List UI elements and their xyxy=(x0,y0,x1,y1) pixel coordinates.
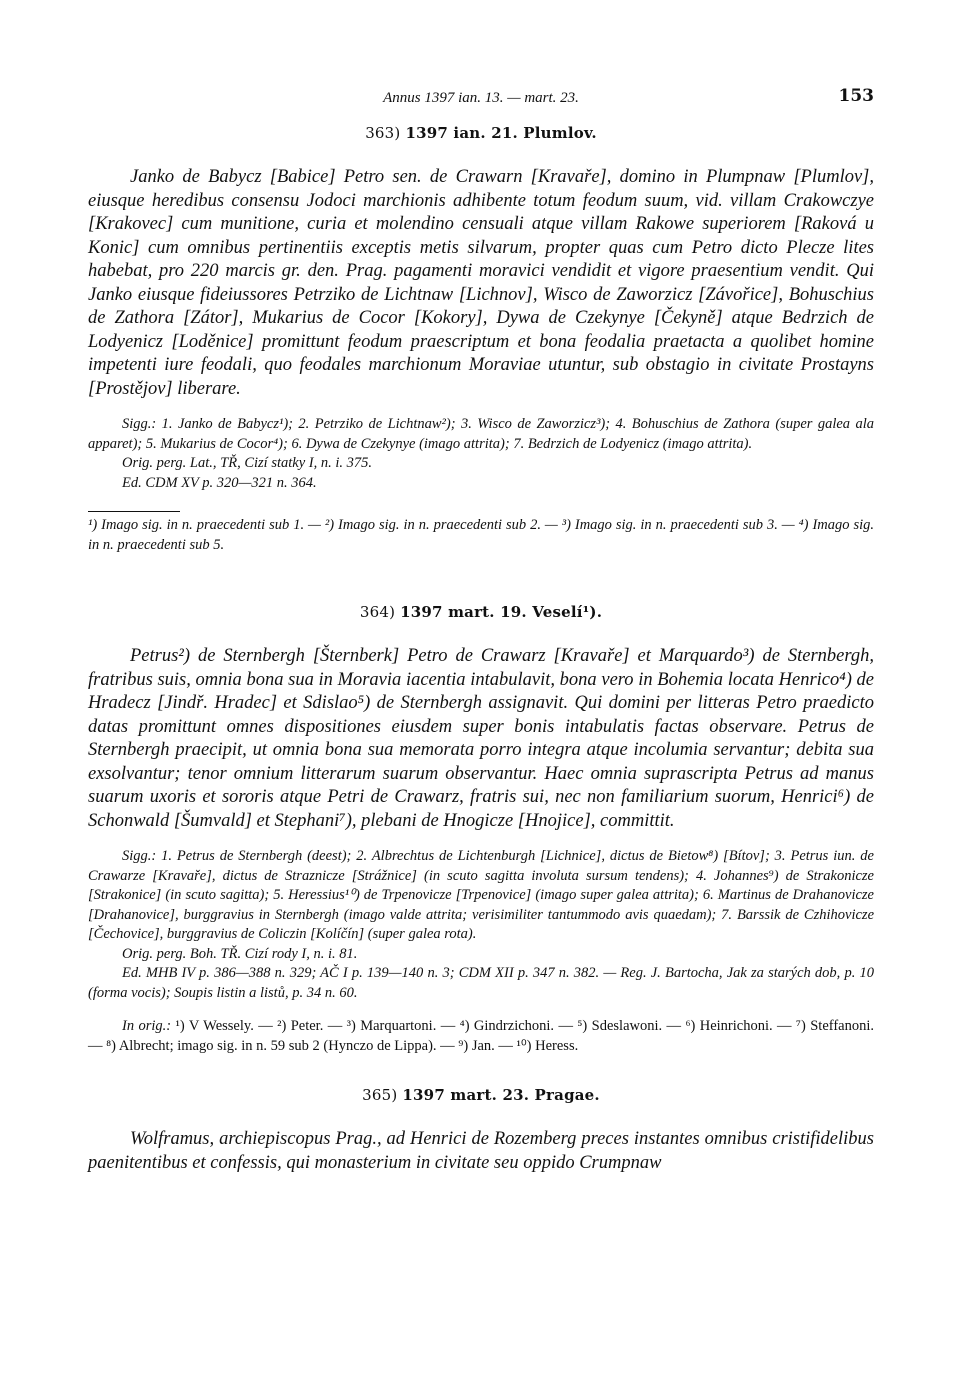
entry-364-footnotes xyxy=(88,1017,874,1056)
in-orig-text: ¹) V Wessely. — ²) Peter. — ³) Marquartoni. — ⁴) Gindrzichoni. — ⁵) Sdeslawoni. — ⁶) Heinrichoni. — ⁷) Steffanoni. — ⁸) Albrecht; imago sig. in n. 59 sub 2 (Hynczo de Lippa). — ⁹) Jan. — ¹⁰) Heress. xyxy=(88,1018,874,1054)
edition-reference: Ed. CDM XV p. 320—321 n. 364. xyxy=(122,474,317,491)
footnote-rule xyxy=(88,511,180,512)
running-title: Annus 1397 ian. 13. — mart. 23. xyxy=(383,90,579,106)
entry-363-regest: Janko de Babycz [Babice] Petro sen. de Crawarn [Kravaře], domino in Plumpnaw [Plumlov], eiusque heredibus consensu Jodoci marchionis adhibente totum feodum suum, vid. villam Crakowczye [Krakovec] cum munitione, curia et molendino censuali atque villam Rakowe superiorem [Raková u Konic] cum omnibus pertinentiis exceptis metis silvarum, propter quas cum Petro dicto Plecze lites habebat, pro 220 marcis gr. den. Prag. pagamenti moravici vendidit et vigore praesentium vendit. Qui Janko eiusque fideiussores Petrziko de Lichtnaw [Lichnov], Wisco de Zaworzicz [Závořice], Bohuschius de Zathora [Zátor], Mukarius de Cocor [Kokory], Dywa de Czekynye [Čekyně] atque Bedrzich de Lodyenicz [Loděnice] promittunt feodum praescriptum et bona feodalia praetacta a quolibet homine impetenti iure feodali, quo feodales marchionum Moraviae utuntur, sub obstagio in civitate Prostayns [Prostějov] liberare. xyxy=(88,167,874,399)
entry-364-apparatus xyxy=(88,847,874,1003)
entry-365-regest: Wolframus, archiepiscopus Prag., ad Henrici de Rozemberg preces instantes omnibus cristifidelibus paenitentibus et confessis, qui monasterium in civitate seu oppido Crumpnaw xyxy=(88,1129,874,1173)
in-orig-label: In orig.: xyxy=(122,1018,172,1034)
entry-363-title xyxy=(88,124,874,142)
seals-description: Sigg.: 1. Janko de Babycz¹); 2. Petrziko de Lichtnaw²); 3. Wisco de Zaworzicz³); 4. Bohuschius de Zathora (super galea ala apparet); 5. Mukarius de Cocor⁴); 6. Dywa de Czekynye (imago attrita); 7. Bedrzich de Lodyenicz (imago attrita). xyxy=(88,416,874,452)
running-header xyxy=(88,86,874,110)
entry-363-footnotes: ¹) Imago sig. in n. praecedenti sub 1. — ²) Imago sig. in n. praecedenti sub 2. — ³) Imago sig. in n. praecedenti sub 3. — ⁴) Imago sig. in n. praecedenti sub 5. xyxy=(88,517,874,553)
edition-reference: Ed. MHB IV p. 386—388 n. 329; AČ I p. 139—140 n. 3; CDM XII p. 347 n. 382. — Reg. J. Bartocha, Jak za starých dob, p. 10 (forma vocis); Soupis listin a listů, p. 34 n. 60. xyxy=(88,965,874,1001)
entry-number: 363) xyxy=(365,124,401,142)
original-source: Orig. perg. Lat., TŘ, Cizí statky I, n. i. 375. xyxy=(122,455,372,471)
original-source: Orig. perg. Boh. TŘ. Cizí rody I, n. i. 81. xyxy=(122,945,358,962)
entry-365-title xyxy=(88,1086,874,1104)
entry-number: 365) xyxy=(362,1086,398,1104)
seals-description: Sigg.: 1. Petrus de Sternbergh (deest); 2. Albrechtus de Lichtenburgh [Lichnice], dictus de Bietow⁸) [Bítov]; 3. Petrus iun. de Crawarze [Kravaře], dictus de Straznicze [Strážnice] (in scuto sagitta involuta sursum tendens); 4. Johannes⁹) de Strakonicze [Strakonice] (in scuto sagitta); 5. Heressius¹⁰) de Trpenovicze [Trpenovice] (imago super galea attrita); 6. Martinus de Drahanovicze [Drahanovice], burggravius in Sternbergh (imago valde attrita; verisimiliter tantummodo avis quaedam); 7. Barssik de Czhihovicze [Čechovice], burggravius de Coliczin [Kolíčín] (super galea rota). xyxy=(88,848,874,942)
page-number: 153 xyxy=(838,86,874,106)
entry-date-place: 1397 mart. 19. Veselí¹). xyxy=(400,603,603,621)
entry-date-place: 1397 mart. 23. Pragae. xyxy=(402,1086,600,1104)
entry-date-place: 1397 ian. 21. Plumlov. xyxy=(405,124,597,142)
entry-364-title xyxy=(88,603,874,621)
entry-364-regest: Petrus²) de Sternbergh [Šternberk] Petro de Crawarz [Kravaře] et Marquardo³) de Sternbergh, fratribus suis, omnia bona sua in Moravia iacentia intabulavit, bona vero in Bohemia locata Henrico⁴) de Hradecz [Jindř. Hradec] et Sdislao⁵) de Sternbergh assignavit. Qui domini per litteras Petro praedicto datas promittunt omnes dispositiones eiusdem super bonis intabulatis factas observare. Petrus de Sternbergh praecipit, ut omnia bona sua memorata porro integra atque incolumia servantur; debita sua exsolvantur; tenor omnium litterarum suarum observantur. Haec omnia suprascripta Petrus ad manus suarum uxoris et sororis atque Petri de Crawarz, fratris sui, nec non familiarium suorum, Henrici⁶) de Schonwald [Šumvald] et Stephani⁷), plebani de Hnogicze [Hnojice], committit. xyxy=(88,646,874,831)
entry-number: 364) xyxy=(359,603,396,621)
entry-363-apparatus xyxy=(88,415,874,493)
document-page xyxy=(88,86,874,1189)
